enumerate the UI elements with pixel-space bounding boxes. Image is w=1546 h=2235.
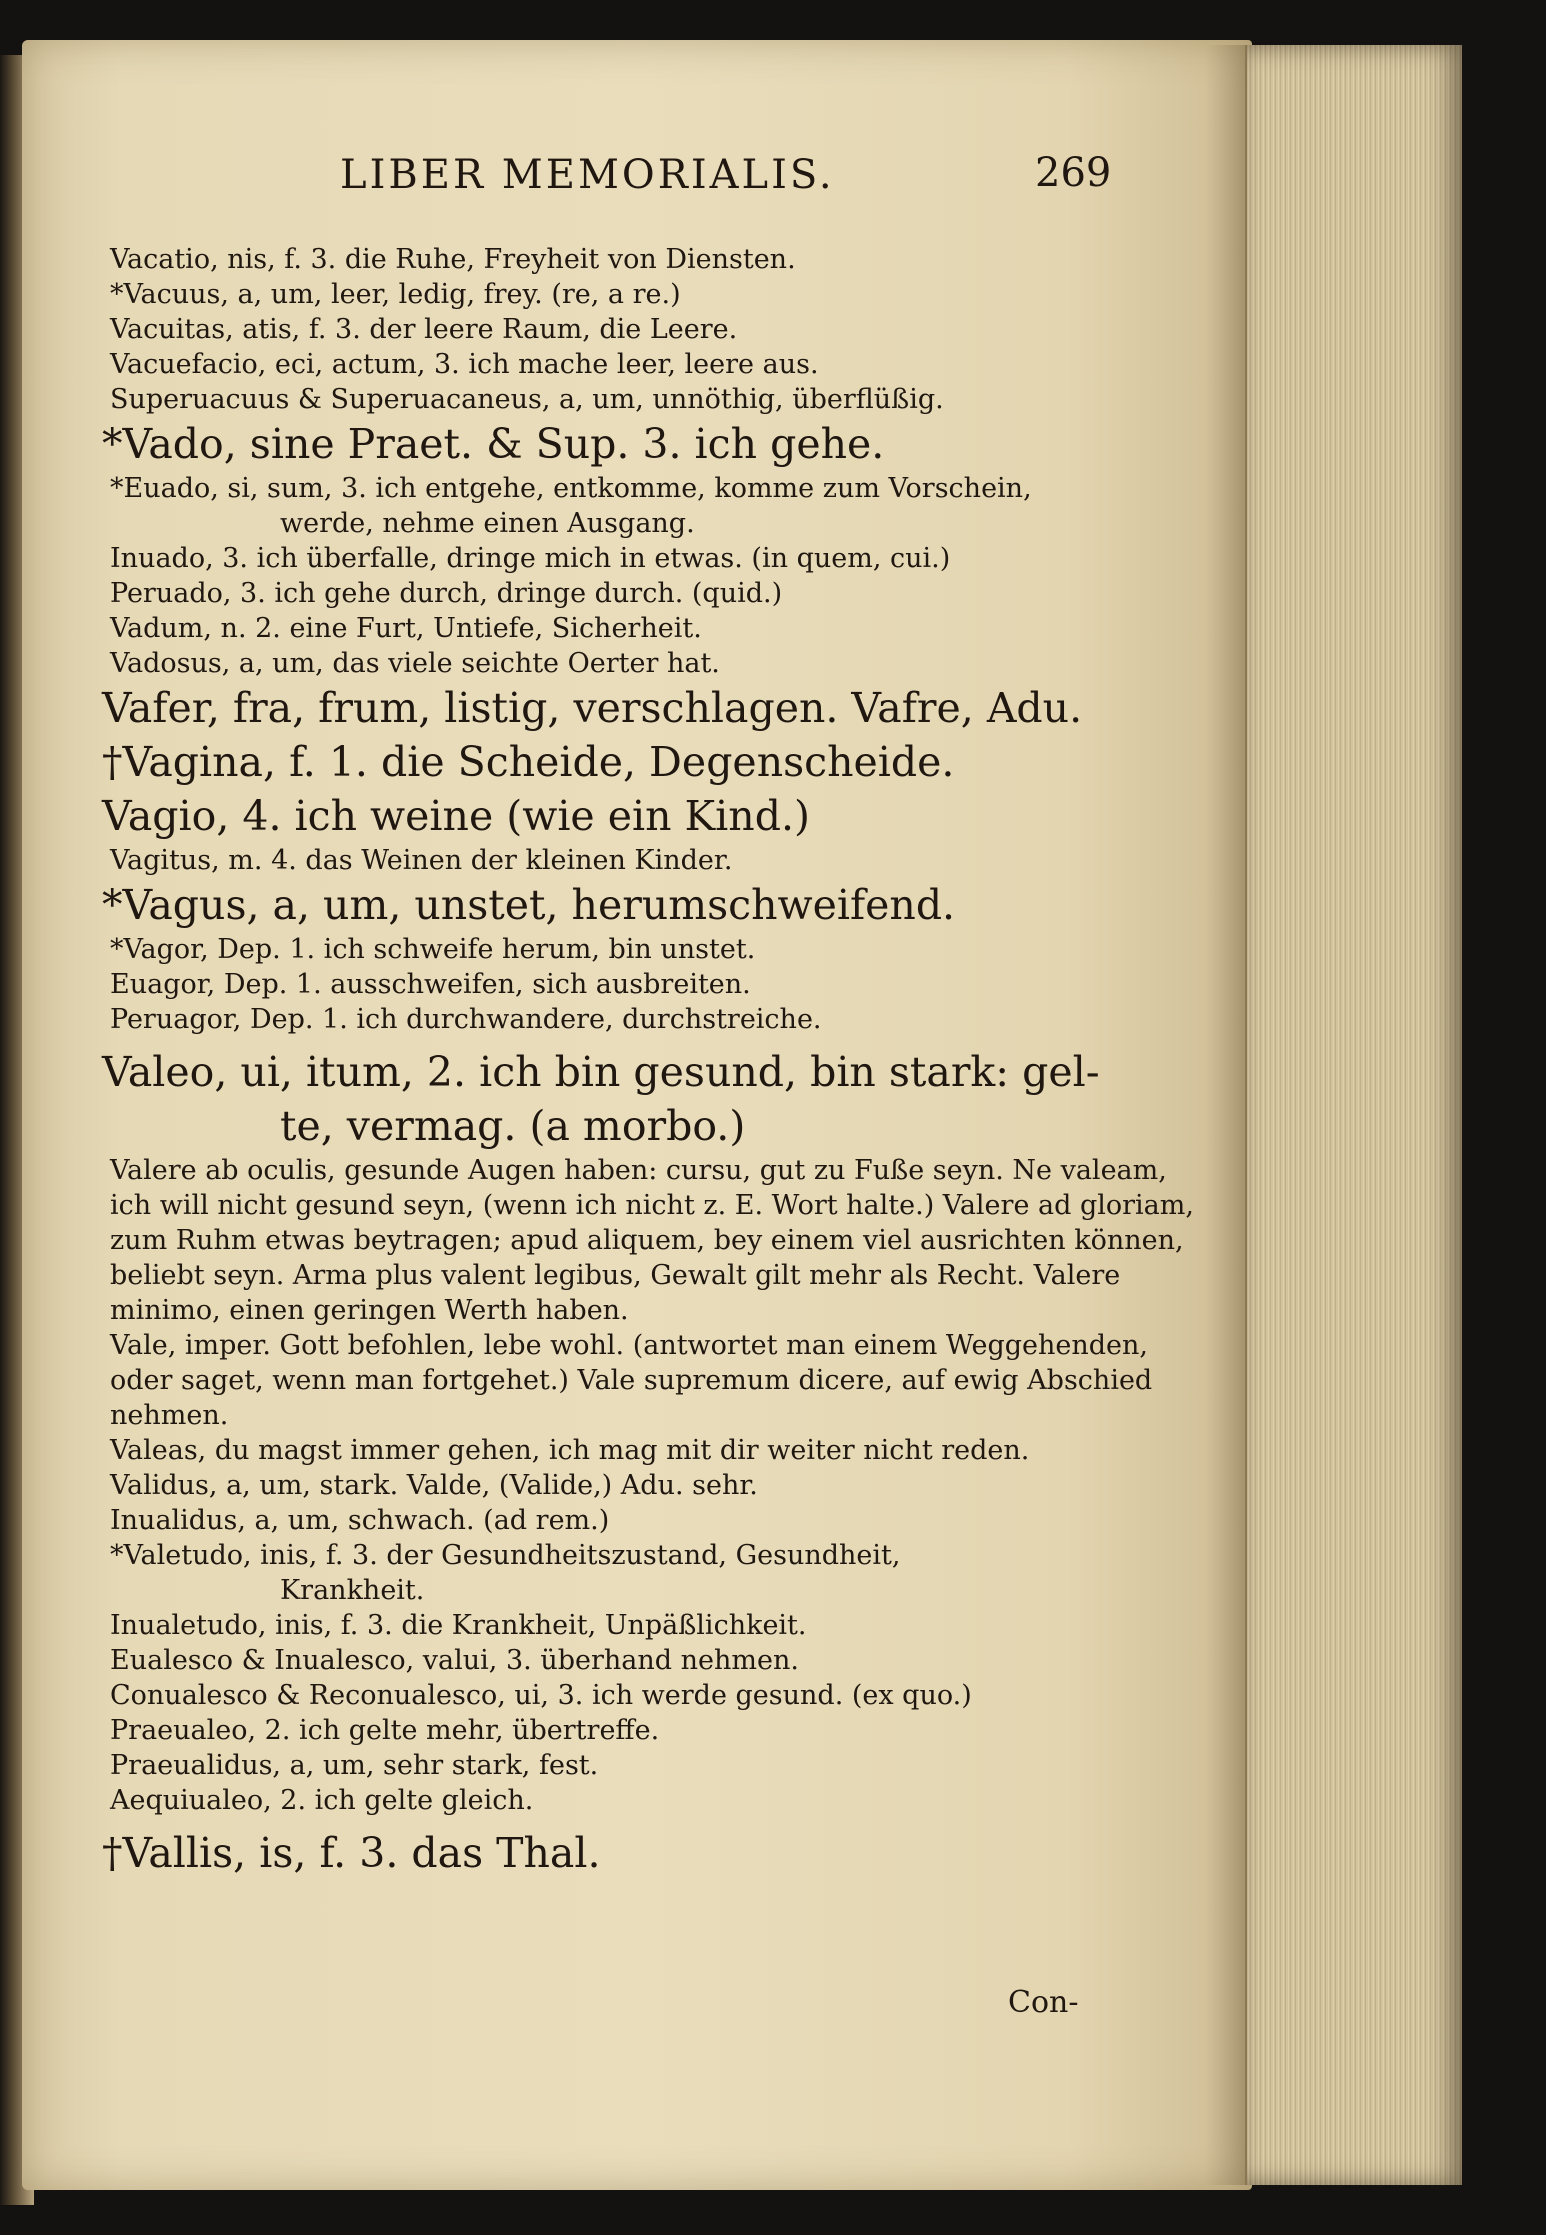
entry-conualesco: Conualesco & Reconualesco, ui, 3. ich werde gesund. (ex quo.) [110, 1680, 972, 1711]
page-number: 269 [1035, 150, 1112, 196]
headword-vallis: †Vallis, is, f. 3. das Thal. [102, 1829, 601, 1877]
entry-eualesco: Eualesco & Inualesco, valui, 3. überhand nehmen. [110, 1645, 799, 1676]
headword-vagina: †Vagina, f. 1. die Scheide, Degenscheide. [102, 738, 955, 786]
entry-praeualidus: Praeualidus, a, um, sehr stark, fest. [110, 1750, 599, 1781]
entry-peruado: Peruado, 3. ich gehe durch, dringe durch. (quid.) [110, 578, 783, 609]
catchword: Con- [1008, 1985, 1079, 2020]
entry-valetudo-cont: Krankheit. [280, 1575, 425, 1606]
entry-peruagor: Peruagor, Dep. 1. ich durchwandere, durchstreiche. [110, 1004, 822, 1035]
entry-vacuus: *Vacuus, a, um, leer, ledig, frey. (re, a re.) [110, 279, 681, 310]
running-head: LIBER MEMORIALIS. [340, 152, 835, 198]
page-edges [1245, 45, 1462, 2185]
entry-vacatio: Vacatio, nis, f. 3. die Ruhe, Freyheit von Diensten. [110, 244, 796, 275]
entry-vadum: Vadum, n. 2. eine Furt, Untiefe, Sicherheit. [110, 613, 702, 644]
entry-inualetudo: Inualetudo, inis, f. 3. die Krankheit, Unpäßlichkeit. [110, 1610, 807, 1641]
headword-vado: *Vado, sine Praet. & Sup. 3. ich gehe. [102, 420, 885, 468]
entry-euagor: Euagor, Dep. 1. ausschweifen, sich ausbreiten. [110, 969, 751, 1000]
entry-inuado: Inuado, 3. ich überfalle, dringe mich in etwas. (in quem, cui.) [110, 543, 951, 574]
entry-valeas: Valeas, du magst immer gehen, ich mag mit dir weiter nicht reden. [110, 1435, 1030, 1466]
headword-vagio: Vagio, 4. ich weine (wie ein Kind.) [102, 792, 810, 840]
entry-praeualeo: Praeualeo, 2. ich gelte mehr, übertreffe. [110, 1715, 660, 1746]
headword-vagus: *Vagus, a, um, unstet, herumschweifend. [102, 881, 956, 929]
entry-vale: Vale, imper. Gott befohlen, lebe wohl. (antwortet man einem Weggehenden, oder saget, wenn man fortgehet.) Vale supremum dicere, auf ewig Abschied nehmen. [110, 1330, 1153, 1431]
entry-valere: Valere ab oculis, gesunde Augen haben: cursu, gut zu Fuße seyn. Ne valeam, ich will nicht gesund seyn, (wenn ich nicht z. E. Wort halte.) Valere ad gloriam, zum Ruhm etwas beytragen; apud aliquem, bey einem viel ausrichten können, beliebt seyn. Arma plus valent legibus, Gewalt gilt mehr als Recht. Valere minimo, einen geringen Werth haben. [110, 1155, 1194, 1326]
entry-vacuitas: Vacuitas, atis, f. 3. der leere Raum, die Leere. [110, 314, 738, 345]
headword-vafer: Vafer, fra, frum, listig, verschlagen. Vafre, Adu. [102, 684, 1083, 732]
entry-vadosus: Vadosus, a, um, das viele seichte Oerter hat. [110, 648, 720, 679]
entry-valetudo: *Valetudo, inis, f. 3. der Gesundheitszustand, Gesundheit, [110, 1540, 901, 1571]
headword-valeo-cont: te, vermag. (a morbo.) [280, 1102, 746, 1150]
entry-vagor: *Vagor, Dep. 1. ich schweife herum, bin unstet. [110, 934, 756, 965]
entry-aequiualeo: Aequiualeo, 2. ich gelte gleich. [110, 1785, 534, 1816]
entry-superuacuus: Superuacuus & Superuacaneus, a, um, unnöthig, überflüßig. [110, 384, 944, 415]
headword-valeo: Valeo, ui, itum, 2. ich bin gesund, bin stark: gel- [102, 1048, 1100, 1096]
entry-inualidus: Inualidus, a, um, schwach. (ad rem.) [110, 1505, 610, 1536]
entry-validus: Validus, a, um, stark. Valde, (Valide,) Adu. sehr. [110, 1470, 758, 1501]
entry-vacuefacio: Vacuefacio, eci, actum, 3. ich mache leer, leere aus. [110, 349, 819, 380]
dictionary-text [102, 242, 1200, 1880]
entry-euado-cont: werde, nehme einen Ausgang. [280, 508, 695, 539]
entry-vagitus: Vagitus, m. 4. das Weinen der kleinen Kinder. [110, 845, 733, 876]
entry-euado: *Euado, si, sum, 3. ich entgehe, entkomme, komme zum Vorschein, [110, 473, 1032, 504]
